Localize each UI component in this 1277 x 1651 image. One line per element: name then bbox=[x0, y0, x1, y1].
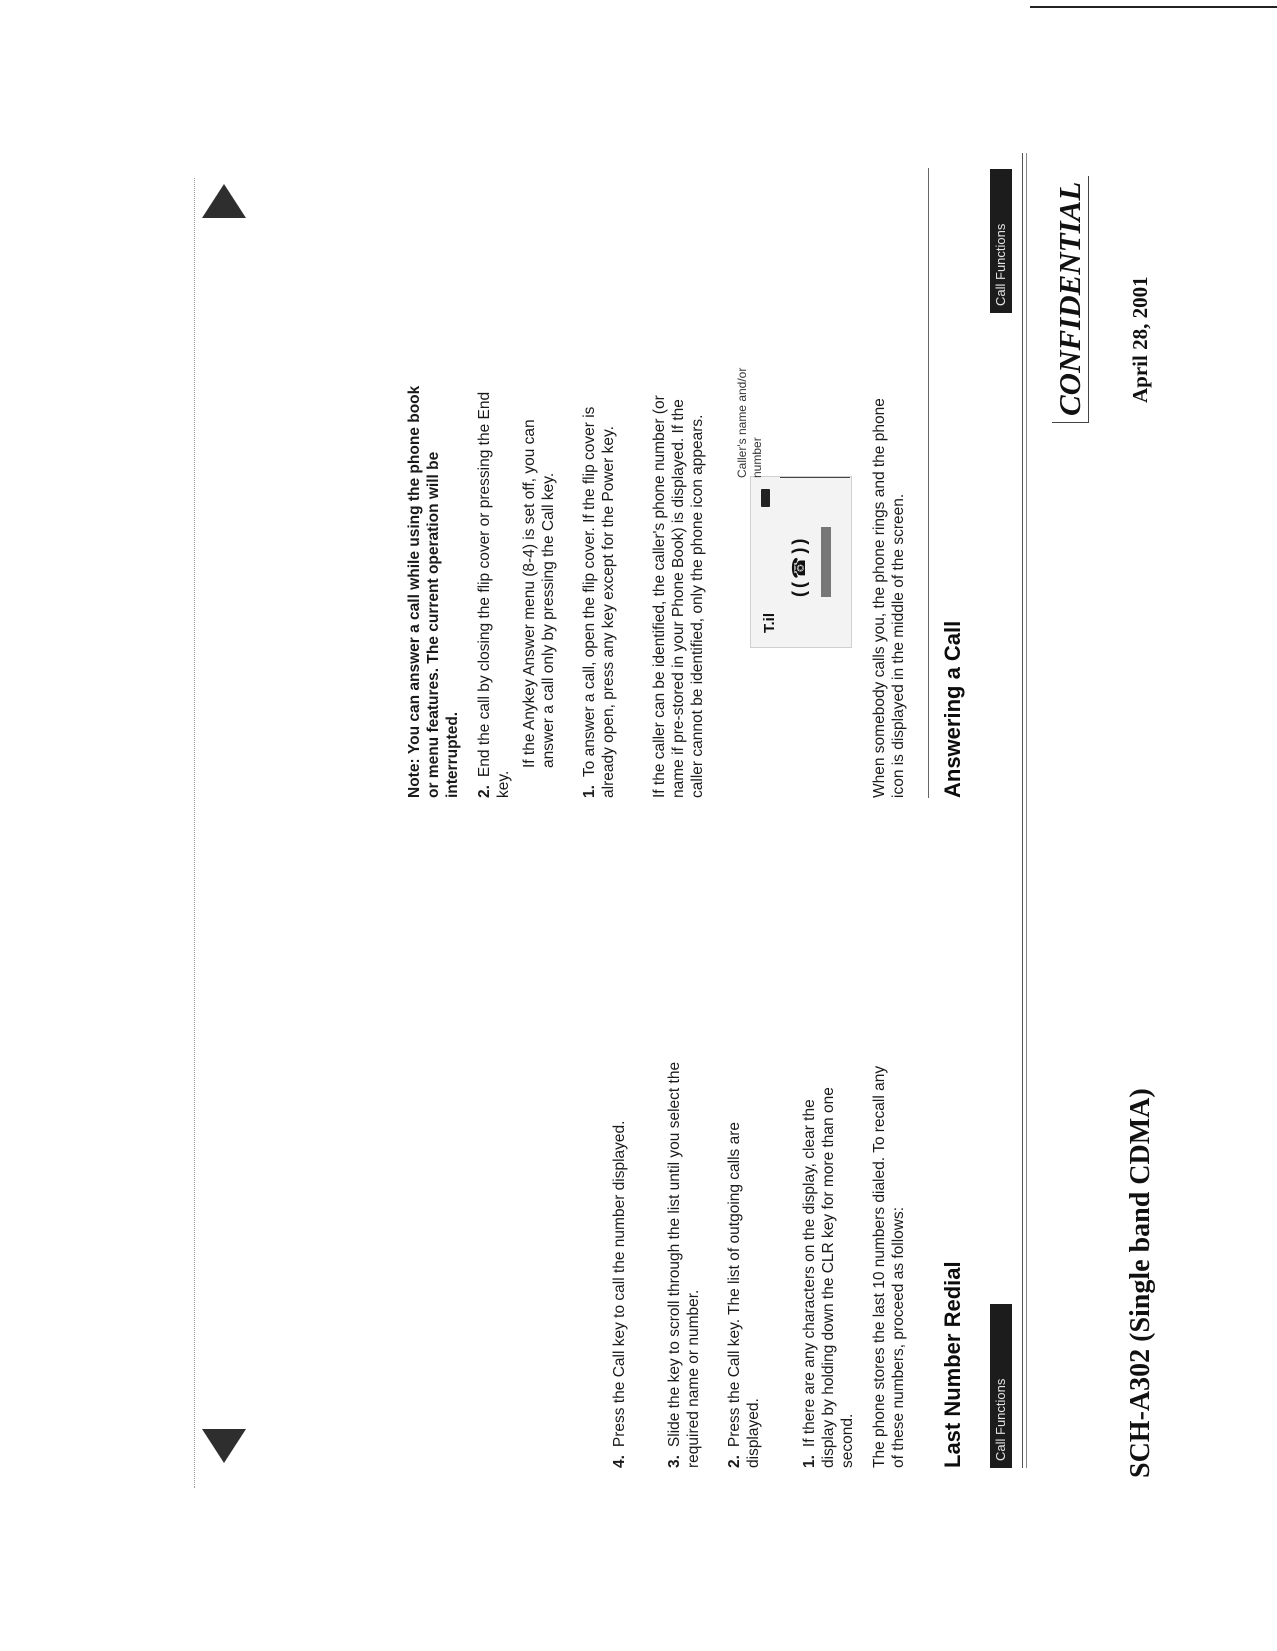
step-number: 2. bbox=[726, 1455, 743, 1468]
step-number: 1. bbox=[801, 1455, 818, 1468]
step-item bbox=[475, 368, 513, 798]
step-text: Slide the key to scroll through the list until you select the required name or number. bbox=[666, 1061, 702, 1468]
section-tab-left: Call Functions bbox=[990, 1304, 1012, 1468]
section-heading-last-number-redial: Last Number Redial bbox=[940, 1261, 965, 1468]
intro-paragraph: The phone stores the last 10 numbers dialed. To recall any of these numbers, proceed as follows: bbox=[871, 1065, 907, 1468]
heading-rule bbox=[928, 168, 929, 798]
top-rule bbox=[1030, 6, 1277, 8]
step-text: End the call by closing the flip cover or pressing the End key. bbox=[476, 391, 512, 798]
date-footer: April 28, 2001 bbox=[1128, 276, 1152, 403]
step-item bbox=[800, 1048, 857, 1468]
manual-spread bbox=[180, 148, 1215, 1488]
section-tab-right: Call Functions bbox=[990, 169, 1012, 313]
step-item bbox=[725, 1048, 763, 1468]
next-page-arrow-icon[interactable] bbox=[202, 184, 246, 218]
step-text: To answer a call, open the flip cover. If the flip cover is already open, press any key except for the Power key. bbox=[581, 406, 617, 798]
battery-icon bbox=[761, 489, 770, 507]
model-footer: SCH-A302 (Single band CDMA) bbox=[1125, 1088, 1156, 1478]
section-heading-answering-a-call: Answering a Call bbox=[940, 620, 965, 798]
step-text: Press the Call key. The list of outgoing calls are displayed. bbox=[726, 1121, 762, 1468]
step-item bbox=[665, 1048, 703, 1468]
step-item bbox=[610, 1048, 629, 1468]
note-text: You can answer a call while using the phone book or menu features. The current operation will be interrupted. bbox=[406, 385, 461, 798]
bottom-rule bbox=[194, 178, 195, 1488]
step-number: 3. bbox=[666, 1455, 683, 1468]
frame-rule bbox=[1026, 153, 1027, 1468]
step-subitem: If the Anykey Answer menu (8-4) is set off, you can answer a call only by pressing the Call key. bbox=[521, 419, 557, 768]
note-paragraph bbox=[405, 368, 462, 798]
confidential-stamp: CONFIDENTIAL bbox=[1052, 176, 1089, 423]
caller-id-placeholder bbox=[821, 527, 831, 597]
step-text: Press the Call key to call the number displayed. bbox=[611, 1120, 628, 1448]
prev-page-arrow-icon[interactable] bbox=[202, 1429, 246, 1463]
step-item bbox=[580, 368, 618, 798]
step-number: 4. bbox=[611, 1455, 628, 1468]
intro-paragraph: When somebody calls you, the phone rings and the phone icon is displayed in the middle of the screen. bbox=[871, 398, 907, 798]
caller-id-paragraph: If the caller can be identified, the caller's phone number (or name if pre-stored in your Phone Book) is displayed. If the caller cannot be identified, only the phone icon appears. bbox=[651, 395, 706, 798]
callout-label: Caller's name and/or number bbox=[735, 367, 764, 478]
signal-strength-icon: T.il bbox=[761, 612, 778, 633]
frame-rule bbox=[1022, 153, 1023, 1468]
step-number: 2. bbox=[476, 785, 493, 798]
note-label: Note: bbox=[406, 758, 423, 798]
callout-leader-line bbox=[780, 477, 850, 478]
incoming-call-icon: ((☎)) bbox=[789, 535, 809, 597]
step-text: If there are any characters on the display, clear the display by holding down the CLR key for more than one second. bbox=[801, 1087, 856, 1468]
step-number: 1. bbox=[581, 785, 598, 798]
phone-display-illustration bbox=[750, 476, 852, 648]
